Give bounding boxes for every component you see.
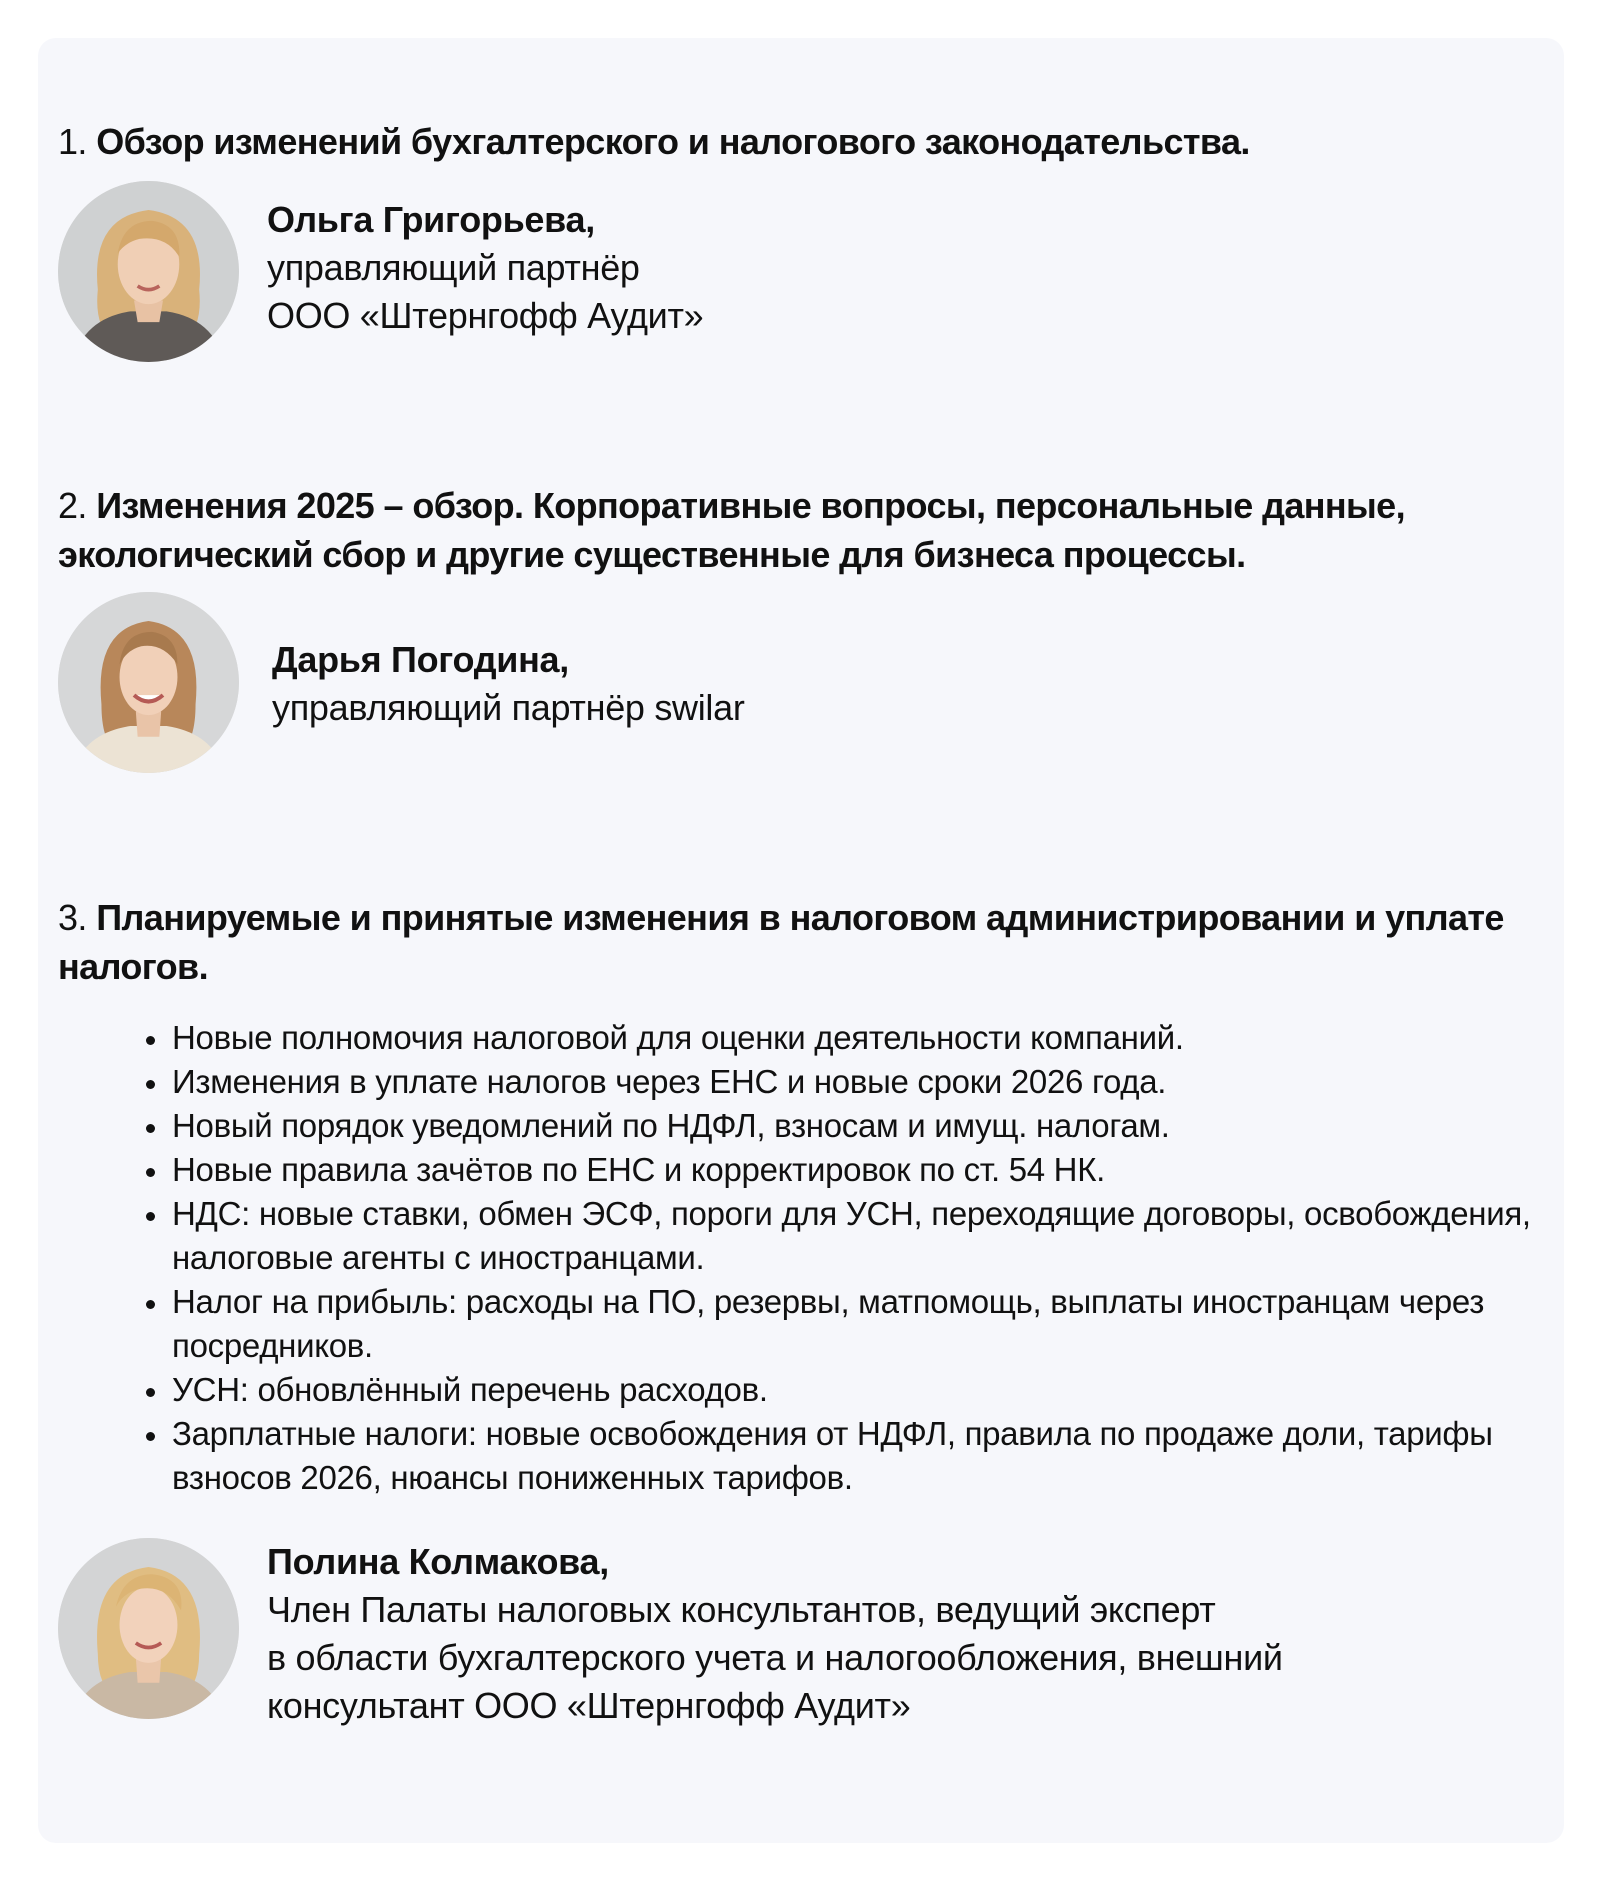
speaker-3-avatar: [58, 1538, 239, 1719]
speaker-1-avatar: [58, 181, 239, 362]
bullet-item: • Новый порядок уведомлений по НДФЛ, взносам и имущ. налогам.: [170, 1104, 1570, 1148]
bullet-item: • Изменения в уплате налогов через ЕНС и новые сроки 2026 года.: [170, 1060, 1570, 1104]
speaker-3-name: Полина Колмакова,: [267, 1541, 609, 1582]
speaker-3-info: [267, 1538, 1283, 1730]
topic-2-title: [58, 481, 1558, 579]
bullet-item: • НДС: новые ставки, обмен ЭСФ, пороги для УСН, переходящие договоры, освобождения, налоговые агенты с иностранцами.: [170, 1192, 1570, 1280]
speaker-2-name: Дарья Погодина,: [272, 639, 569, 680]
topic-1-number: 1.: [58, 121, 87, 162]
speaker-1-role: управляющий партнёр ООО «Штернгофф Аудит»: [267, 247, 704, 336]
bullet-item: • Зарплатные налоги: новые освобождения от НДФЛ, правила по продаже доли, тарифы взносов 2026, нюансы пониженных тарифов.: [170, 1412, 1570, 1500]
speaker-3-role: Член Палаты налоговых консультантов, ведущий эксперт в области бухгалтерского учета и налогообложения, внешний консультант ООО «Штернгофф Аудит»: [267, 1589, 1283, 1726]
topic-1-text: Обзор изменений бухгалтерского и налогового законодательства.: [96, 121, 1250, 162]
speaker-2-role: управляющий партнёр swilar: [272, 687, 745, 728]
topic-2-text: Изменения 2025 – обзор. Корпоративные вопросы, персональные данные, экологический сбор и другие существенные для бизнеса процессы.: [58, 485, 1405, 575]
bullet-item: • УСН: обновлённый перечень расходов.: [170, 1368, 1570, 1412]
speaker-2-photo: [58, 592, 239, 773]
speaker-2-avatar: [58, 592, 239, 773]
topic-3-number: 3.: [58, 897, 87, 938]
topic-1-title: [58, 117, 1558, 166]
speaker-1-name: Ольга Григорьева,: [267, 199, 595, 240]
speaker-1-info: [267, 196, 703, 340]
topic-3-text: Планируемые и принятые изменения в налоговом администрировании и уплате налогов.: [58, 897, 1504, 987]
bullet-item: • Новые правила зачётов по ЕНС и корректировок по ст. 54 НК.: [170, 1148, 1570, 1192]
bullet-item: • Налог на прибыль: расходы на ПО, резервы, матпомощь, выплаты иностранцам через посредников.: [170, 1280, 1570, 1368]
bullet-item: • Новые полномочия налоговой для оценки деятельности компаний.: [170, 1016, 1570, 1060]
topic-2-number: 2.: [58, 485, 87, 526]
speaker-1-photo: [58, 181, 239, 362]
topic-3-bullet-list: [130, 1016, 1570, 1500]
topic-3-title: [58, 893, 1558, 991]
speaker-3-photo: [58, 1538, 239, 1719]
speaker-2-info: [272, 636, 745, 732]
